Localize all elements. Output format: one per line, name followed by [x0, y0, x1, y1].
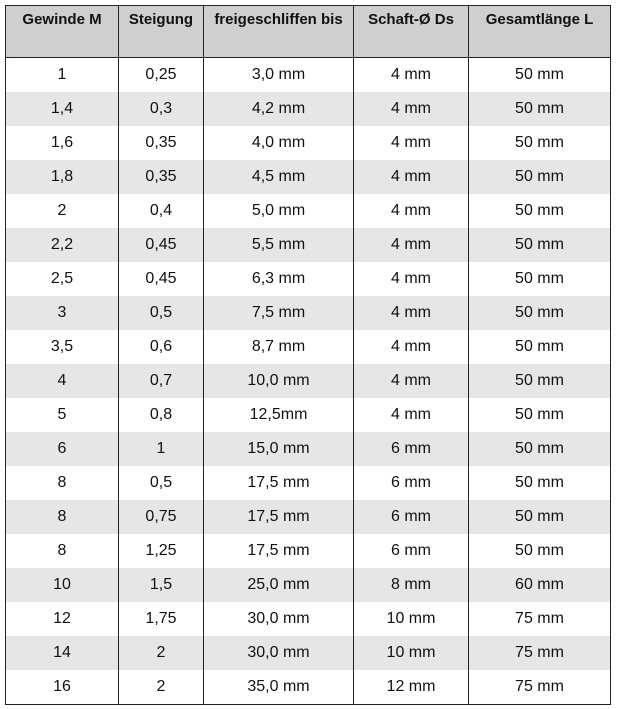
cell-gesamtlaenge: 75 mm [469, 602, 611, 636]
cell-schaft: 4 mm [354, 262, 469, 296]
cell-schaft: 4 mm [354, 398, 469, 432]
table-header [6, 6, 611, 58]
cell-freigeschliffen: 15,0 mm [204, 432, 354, 466]
table-row [6, 602, 611, 636]
cell-gesamtlaenge: 50 mm [469, 432, 611, 466]
cell-gesamtlaenge: 50 mm [469, 228, 611, 262]
cell-schaft: 6 mm [354, 500, 469, 534]
cell-schaft: 4 mm [354, 364, 469, 398]
cell-freigeschliffen: 4,5 mm [204, 160, 354, 194]
cell-freigeschliffen: 12,5mm [204, 398, 354, 432]
cell-steigung: 2 [119, 636, 204, 670]
cell-schaft: 4 mm [354, 296, 469, 330]
cell-gesamtlaenge: 50 mm [469, 500, 611, 534]
cell-schaft: 10 mm [354, 636, 469, 670]
cell-freigeschliffen: 17,5 mm [204, 500, 354, 534]
cell-freigeschliffen: 6,3 mm [204, 262, 354, 296]
cell-steigung: 0,35 [119, 160, 204, 194]
table-row [6, 466, 611, 500]
table-row [6, 262, 611, 296]
cell-gewinde: 3,5 [6, 330, 119, 364]
cell-schaft: 6 mm [354, 466, 469, 500]
cell-steigung: 0,5 [119, 296, 204, 330]
table-row [6, 92, 611, 126]
cell-freigeschliffen: 7,5 mm [204, 296, 354, 330]
cell-gewinde: 2 [6, 194, 119, 228]
cell-schaft: 12 mm [354, 670, 469, 705]
cell-gewinde: 2,5 [6, 262, 119, 296]
cell-gesamtlaenge: 50 mm [469, 466, 611, 500]
cell-freigeschliffen: 3,0 mm [204, 58, 354, 93]
cell-schaft: 4 mm [354, 58, 469, 93]
header-steigung: Steigung [119, 6, 204, 58]
cell-freigeschliffen: 10,0 mm [204, 364, 354, 398]
header-gesamtlaenge: Gesamtlänge L [469, 6, 611, 58]
cell-gewinde: 6 [6, 432, 119, 466]
cell-gesamtlaenge: 75 mm [469, 670, 611, 705]
cell-schaft: 6 mm [354, 432, 469, 466]
cell-schaft: 4 mm [354, 228, 469, 262]
cell-schaft: 4 mm [354, 92, 469, 126]
table-row [6, 364, 611, 398]
cell-steigung: 1,25 [119, 534, 204, 568]
cell-schaft: 4 mm [354, 126, 469, 160]
cell-steigung: 0,45 [119, 262, 204, 296]
cell-steigung: 0,75 [119, 500, 204, 534]
table-row [6, 500, 611, 534]
header-freigeschliffen: freigeschliffen bis [204, 6, 354, 58]
cell-steigung: 1,5 [119, 568, 204, 602]
cell-steigung: 0,25 [119, 58, 204, 93]
cell-steigung: 0,8 [119, 398, 204, 432]
table-row [6, 330, 611, 364]
table-row [6, 398, 611, 432]
cell-schaft: 6 mm [354, 534, 469, 568]
cell-gewinde: 4 [6, 364, 119, 398]
table-row [6, 568, 611, 602]
cell-gesamtlaenge: 50 mm [469, 534, 611, 568]
cell-gesamtlaenge: 75 mm [469, 636, 611, 670]
cell-schaft: 10 mm [354, 602, 469, 636]
table-row [6, 534, 611, 568]
cell-gesamtlaenge: 50 mm [469, 92, 611, 126]
cell-steigung: 2 [119, 670, 204, 705]
cell-freigeschliffen: 17,5 mm [204, 466, 354, 500]
table-row [6, 636, 611, 670]
cell-steigung: 0,45 [119, 228, 204, 262]
cell-gewinde: 1,8 [6, 160, 119, 194]
cell-gesamtlaenge: 50 mm [469, 160, 611, 194]
cell-steigung: 0,35 [119, 126, 204, 160]
table-row [6, 160, 611, 194]
cell-gewinde: 2,2 [6, 228, 119, 262]
cell-gesamtlaenge: 50 mm [469, 58, 611, 93]
cell-schaft: 4 mm [354, 194, 469, 228]
table-row [6, 296, 611, 330]
cell-gesamtlaenge: 50 mm [469, 398, 611, 432]
cell-gewinde: 1 [6, 58, 119, 93]
cell-gewinde: 8 [6, 534, 119, 568]
cell-schaft: 8 mm [354, 568, 469, 602]
cell-freigeschliffen: 8,7 mm [204, 330, 354, 364]
cell-gesamtlaenge: 50 mm [469, 330, 611, 364]
cell-gewinde: 14 [6, 636, 119, 670]
thread-spec-table [5, 5, 611, 705]
cell-steigung: 0,5 [119, 466, 204, 500]
cell-freigeschliffen: 5,5 mm [204, 228, 354, 262]
cell-gesamtlaenge: 60 mm [469, 568, 611, 602]
cell-freigeschliffen: 30,0 mm [204, 636, 354, 670]
cell-gewinde: 12 [6, 602, 119, 636]
cell-gesamtlaenge: 50 mm [469, 126, 611, 160]
cell-gewinde: 16 [6, 670, 119, 705]
cell-freigeschliffen: 25,0 mm [204, 568, 354, 602]
cell-gewinde: 10 [6, 568, 119, 602]
cell-freigeschliffen: 30,0 mm [204, 602, 354, 636]
header-gewinde: Gewinde M [6, 6, 119, 58]
cell-gewinde: 1,6 [6, 126, 119, 160]
cell-gewinde: 3 [6, 296, 119, 330]
table-row [6, 126, 611, 160]
cell-gesamtlaenge: 50 mm [469, 296, 611, 330]
cell-steigung: 1 [119, 432, 204, 466]
cell-freigeschliffen: 4,2 mm [204, 92, 354, 126]
cell-steigung: 0,4 [119, 194, 204, 228]
cell-gesamtlaenge: 50 mm [469, 364, 611, 398]
cell-schaft: 4 mm [354, 330, 469, 364]
table-body [6, 58, 611, 705]
cell-freigeschliffen: 35,0 mm [204, 670, 354, 705]
cell-gewinde: 8 [6, 500, 119, 534]
cell-gewinde: 8 [6, 466, 119, 500]
cell-freigeschliffen: 4,0 mm [204, 126, 354, 160]
cell-steigung: 0,6 [119, 330, 204, 364]
cell-gewinde: 5 [6, 398, 119, 432]
table-row [6, 670, 611, 705]
cell-steigung: 1,75 [119, 602, 204, 636]
cell-freigeschliffen: 5,0 mm [204, 194, 354, 228]
cell-gewinde: 1,4 [6, 92, 119, 126]
header-schaft: Schaft-Ø Ds [354, 6, 469, 58]
cell-gesamtlaenge: 50 mm [469, 194, 611, 228]
table-row [6, 228, 611, 262]
table-row [6, 432, 611, 466]
table-row [6, 194, 611, 228]
cell-steigung: 0,3 [119, 92, 204, 126]
cell-steigung: 0,7 [119, 364, 204, 398]
cell-schaft: 4 mm [354, 160, 469, 194]
table-row [6, 58, 611, 93]
cell-freigeschliffen: 17,5 mm [204, 534, 354, 568]
header-row [6, 6, 611, 58]
cell-gesamtlaenge: 50 mm [469, 262, 611, 296]
